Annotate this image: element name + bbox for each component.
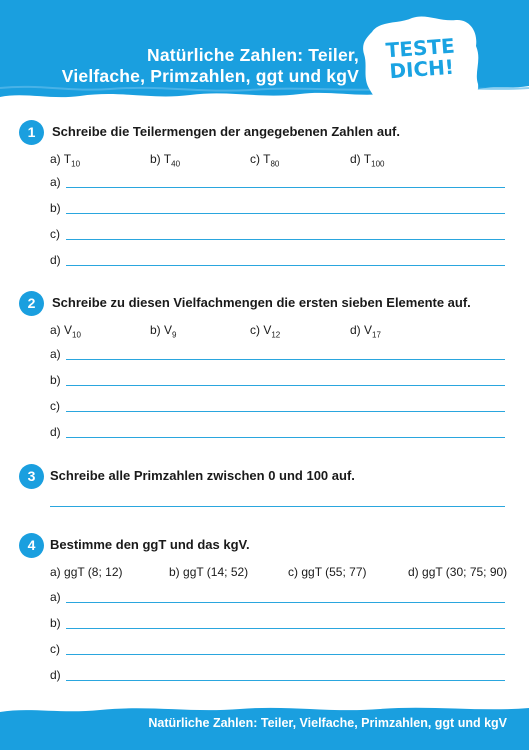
item-d — [408, 564, 507, 580]
item-text: ggT (30; 75; 90) — [422, 565, 508, 579]
writing-line — [50, 506, 505, 507]
item-d — [350, 322, 381, 343]
item-label: c) — [250, 323, 260, 337]
item-subscript: 100 — [371, 159, 385, 169]
answer-label: b) — [50, 373, 61, 387]
item-base: T — [363, 152, 372, 166]
item-subscript: 9 — [172, 330, 177, 340]
badge-line-1: TESTE — [384, 33, 456, 63]
answer-label: d) — [50, 668, 61, 682]
answer-line[interactable] — [50, 589, 505, 605]
page-title-line-2: Vielfache, Primzahlen, ggt und kgV — [61, 66, 359, 86]
task-number-badge: 3 — [19, 464, 44, 489]
task-prompt: Schreibe alle Primzahlen zwischen 0 und 100 auf. — [50, 468, 355, 483]
writing-line — [66, 437, 505, 438]
item-b — [150, 322, 176, 343]
item-base: T — [63, 152, 72, 166]
item-label: b) — [150, 323, 161, 337]
writing-line — [66, 187, 505, 188]
item-label: c) — [288, 565, 298, 579]
page-title — [29, 45, 359, 87]
writing-line — [66, 602, 505, 603]
answer-line[interactable] — [50, 174, 505, 190]
item-base: V — [64, 323, 73, 337]
answer-line[interactable] — [50, 252, 505, 268]
item-label: d) — [408, 565, 419, 579]
answer-label: c) — [50, 399, 60, 413]
answer-label: d) — [50, 253, 61, 267]
item-subscript: 40 — [171, 159, 181, 169]
item-c — [250, 322, 280, 343]
item-subscript: 10 — [71, 159, 81, 169]
answer-label: d) — [50, 425, 61, 439]
item-label: a) — [50, 323, 61, 337]
item-text: ggT (8; 12) — [64, 565, 123, 579]
badge-text — [359, 34, 484, 84]
answer-line[interactable] — [50, 372, 505, 388]
item-text: ggT (14; 52) — [183, 565, 249, 579]
item-subscript: 17 — [372, 330, 381, 340]
answer-line[interactable] — [50, 226, 505, 242]
task-prompt: Bestimme den ggT und das kgV. — [50, 537, 250, 552]
item-b — [169, 564, 248, 580]
item-base: T — [263, 152, 271, 166]
task-number-badge: 1 — [19, 120, 44, 145]
item-label: b) — [150, 152, 161, 166]
task-number-badge: 4 — [19, 533, 44, 558]
page-title-line-1: Natürliche Zahlen: Teiler, — [146, 45, 359, 65]
item-a — [50, 564, 123, 580]
writing-line — [66, 265, 505, 266]
writing-line — [66, 359, 505, 360]
badge-line-2: DICH! — [388, 54, 455, 84]
item-c — [250, 151, 279, 172]
answer-line[interactable] — [50, 424, 505, 440]
answer-line[interactable] — [50, 493, 505, 509]
item-a — [50, 151, 80, 172]
writing-line — [66, 385, 505, 386]
answer-line[interactable] — [50, 398, 505, 414]
item-base: V — [164, 323, 173, 337]
task-number-badge: 2 — [19, 291, 44, 316]
item-label: d) — [350, 323, 361, 337]
writing-line — [66, 411, 505, 412]
answer-label: a) — [50, 175, 61, 189]
writing-line — [66, 213, 505, 214]
item-label: b) — [169, 565, 180, 579]
writing-line — [66, 654, 505, 655]
item-text: ggT (55; 77) — [301, 565, 367, 579]
item-subscript: 10 — [72, 330, 81, 340]
writing-line — [66, 239, 505, 240]
item-label: a) — [50, 565, 61, 579]
footer-title: Natürliche Zahlen: Teiler, Vielfache, Primzahlen, ggt und kgV — [148, 716, 507, 730]
item-base: V — [364, 323, 373, 337]
answer-line[interactable] — [50, 615, 505, 631]
answer-label: c) — [50, 642, 60, 656]
item-label: a) — [50, 152, 61, 166]
answer-label: a) — [50, 590, 61, 604]
item-c — [288, 564, 367, 580]
answer-label: b) — [50, 201, 61, 215]
item-d — [350, 151, 385, 172]
item-subscript: 12 — [271, 330, 281, 340]
writing-line — [66, 680, 505, 681]
answer-label: c) — [50, 227, 60, 241]
item-base: T — [163, 152, 172, 166]
answer-line[interactable] — [50, 641, 505, 657]
answer-line[interactable] — [50, 200, 505, 216]
answer-line[interactable] — [50, 667, 505, 683]
task-prompt: Schreibe die Teilermengen der angegebenen Zahlen auf. — [52, 124, 400, 139]
answer-line[interactable] — [50, 346, 505, 362]
item-b — [150, 151, 180, 172]
item-a — [50, 322, 81, 343]
answer-label: a) — [50, 347, 61, 361]
item-subscript: 80 — [270, 159, 280, 169]
item-base: V — [263, 323, 272, 337]
answer-label: b) — [50, 616, 61, 630]
task-prompt: Schreibe zu diesen Vielfachmengen die ersten sieben Elemente auf. — [52, 295, 471, 310]
item-label: c) — [250, 152, 260, 166]
item-label: d) — [350, 152, 361, 166]
writing-line — [66, 628, 505, 629]
